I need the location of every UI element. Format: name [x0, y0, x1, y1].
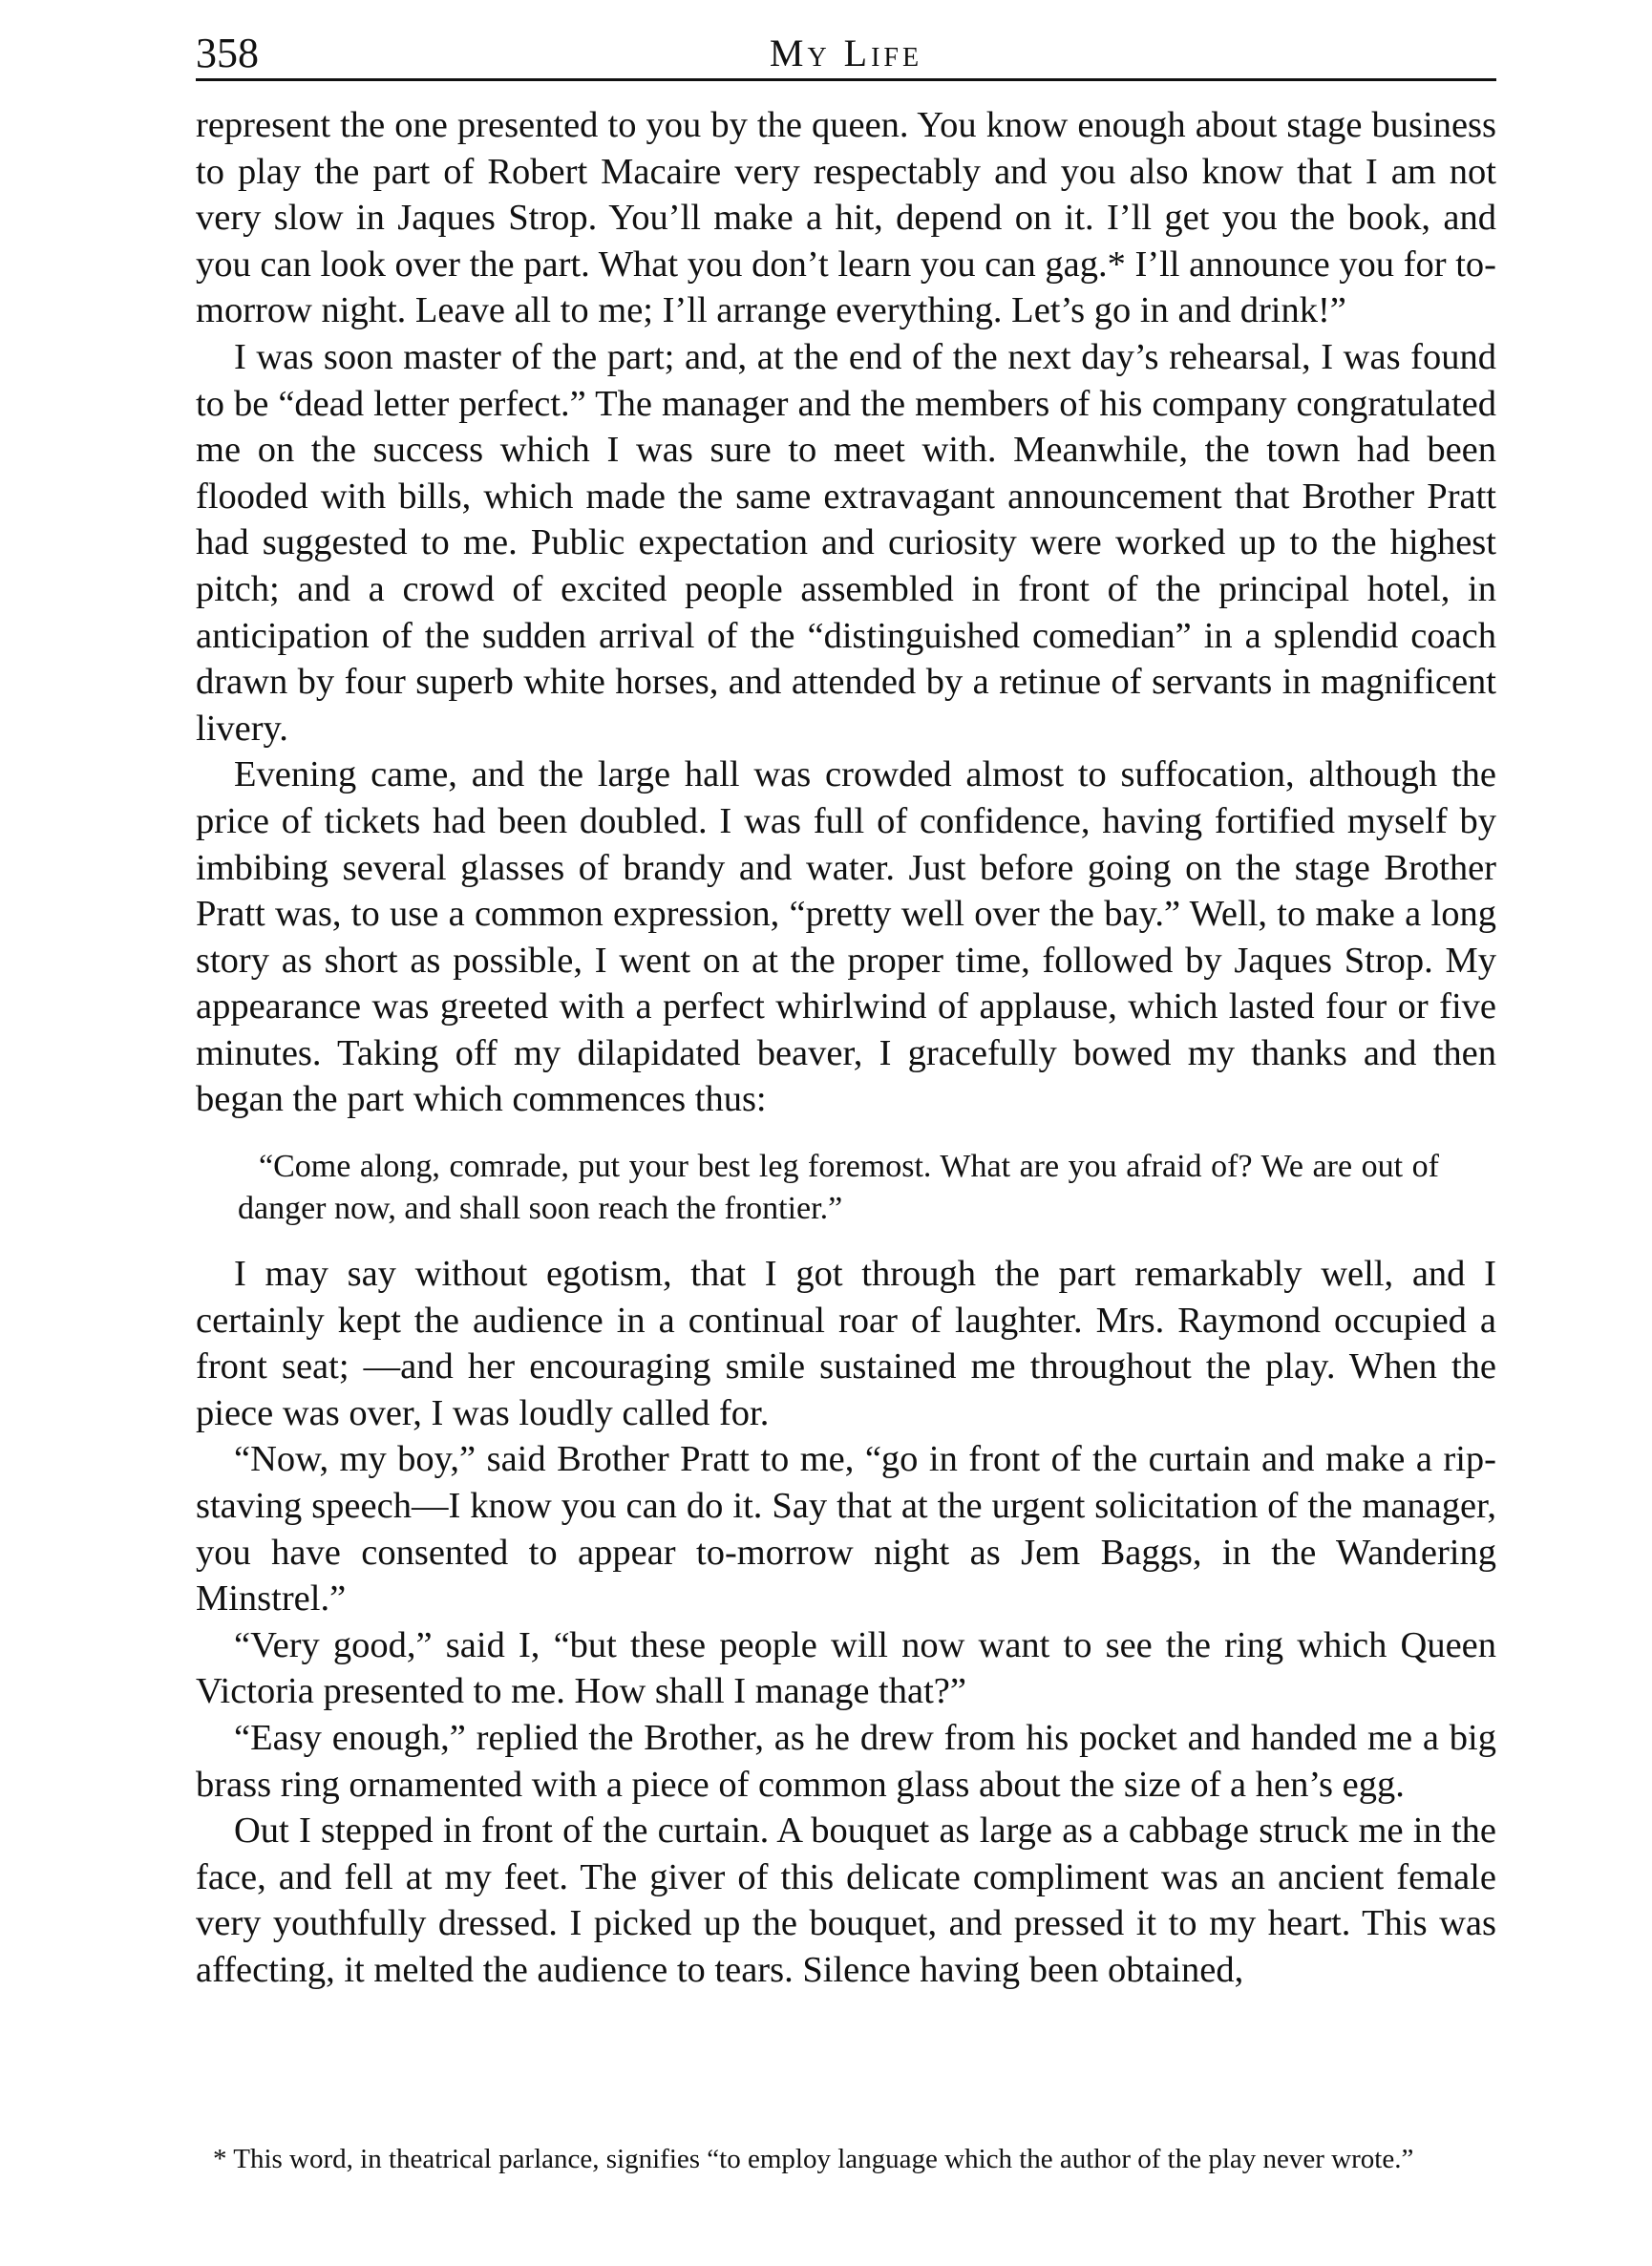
footnote-text: * This word, in theatrical parlance, signifies “to employ language which the author of the play never wrote.”: [213, 2144, 1414, 2174]
footnote: [196, 2141, 1496, 2177]
paragraph: I may say without egotism, that I got through the part remarkably well, and I certainly kept the audience in a continual roar of laughter. Mrs. Raymond occupied a front seat; —and her encouraging smile sustained me throughout the play. When the piece was over, I was loudly called for.: [196, 1254, 1496, 1433]
book-page: [196, 29, 1496, 1994]
page-number: 358: [196, 30, 259, 76]
paragraph: “Now, my boy,” said Brother Pratt to me, “go in front of the curtain and make a rip-staving speech—I know you can do it. Say that at the urgent solicitation of the manager, you have consented to appear to-morrow night as Jem Baggs, in the Wandering Minstrel.”: [196, 1439, 1496, 1620]
block-quote-text: “Come along, comrade, put your best leg foremost. What are you afraid of? We are out of danger now, and shall soon reach the frontier.”: [238, 1149, 1439, 1227]
paragraph: Out I stepped in front of the curtain. A bouquet as large as a cabbage struck me in the face, and fell at my feet. The giver of this delicate compliment was an ancient female very youthfully dressed. I picked up the bouquet, and pressed it to my heart. This was affecting, it melted the audience to tears. Silence having been obtained,: [196, 1811, 1496, 1990]
paragraph: Evening came, and the large hall was crowded almost to suffocation, although the price of tickets had been doubled. I was full of confidence, having fortified myself by imbibing several glasses of brandy and water. Just before going on the stage Brother Pratt was, to use a common expression, “pretty well over the bay.” Well, to make a long story as short as possible, I went on at the proper time, followed by Jaques Strop. My appearance was greeted with a perfect whirlwind of applause, which lasted four or five minutes. Taking off my dilapidated beaver, I gracefully bowed my thanks and then began the part which commences thus:: [196, 754, 1496, 1120]
block-quote: [238, 1146, 1439, 1230]
running-head: [196, 29, 1496, 81]
paragraph: I was soon master of the part; and, at the end of the next day’s rehearsal, I was found to be “dead letter perfect.” The manager and the members of his company congratulated me on the success which I was sure to meet with. Meanwhile, the town had been flooded with bills, which made the same extravagant announcement that Brother Pratt had suggested to me. Public expectation and curiosity were worked up to the highest pitch; and a crowd of excited people assembled in front of the principal hotel, in anticipation of the sudden arrival of the “distinguished comedian” in a splendid coach drawn by four superb white horses, and attended by a retinue of servants in magnificent livery.: [196, 336, 1496, 749]
paragraph: “Very good,” said I, “but these people will now want to see the ring which Queen Victoria presented to me. How shall I manage that?”: [196, 1624, 1496, 1712]
paragraph: represent the one presented to you by the queen. You know enough about stage business to play the part of Robert Macaire very respectably and you also know that I am not very slow in Jaques Strop. You’ll make a hit, depend on it. I’ll get you the book, and you can look over the part. What you don’t learn you can gag.* I’ll announce you for to-morrow night. Leave all to me; I’ll arrange everything. Let’s go in and drink!”: [196, 105, 1496, 331]
running-title: My Life: [769, 32, 923, 74]
body-text: [196, 102, 1496, 1994]
paragraph: “Easy enough,” replied the Brother, as he drew from his pocket and handed me a big brass ring ornamented with a piece of common glass about the size of a hen’s egg.: [196, 1718, 1496, 1805]
